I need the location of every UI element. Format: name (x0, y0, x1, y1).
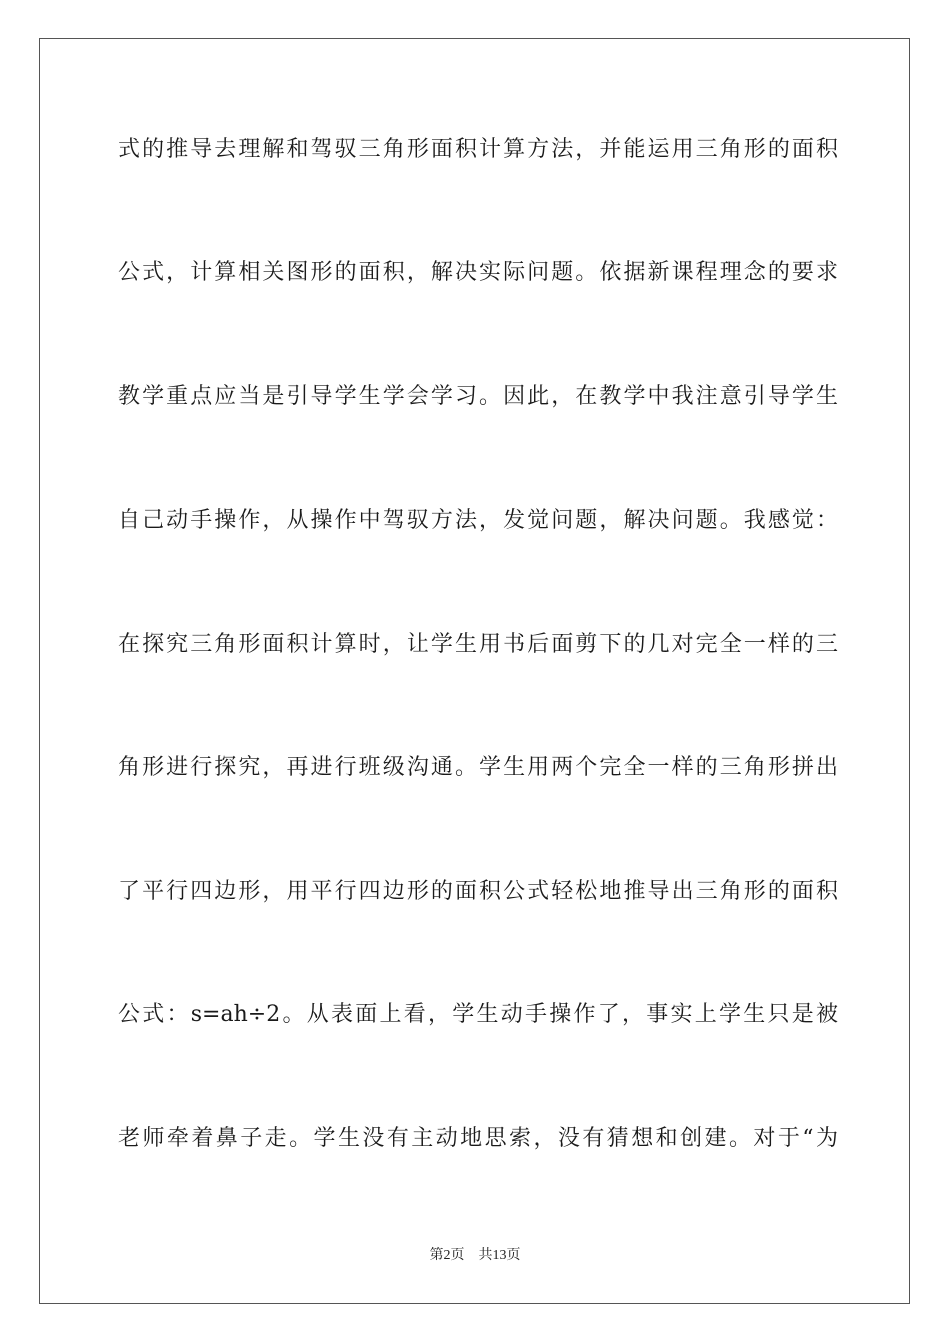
page-border (39, 38, 910, 1304)
text-line: 了平行四边形，用平行四边形的面积公式轻松地推导出三角形的面积 (118, 879, 838, 904)
text-line: 在探究三角形面积计算时，让学生用书后面剪下的几对完全一样的三 (118, 632, 838, 657)
page-total: 共13页 (478, 1248, 521, 1263)
page-footer (0, 1247, 950, 1265)
text-line: 老师牵着鼻子走。学生没有主动地思索，没有猜想和创建。对于“为 (118, 1126, 838, 1151)
text-line: 式的推导去理解和驾驭三角形面积计算方法，并能运用三角形的面积 (118, 137, 838, 162)
text-line: 公式，计算相关图形的面积，解决实际问题。依据新课程理念的要求 (118, 260, 838, 285)
text-line: 角形进行探究，再进行班级沟通。学生用两个完全一样的三角形拼出 (118, 755, 838, 780)
page-number: 第2页 (429, 1248, 465, 1263)
text-line: 自己动手操作，从操作中驾驭方法，发觉问题，解决问题。我感觉： (118, 508, 838, 533)
text-line: 公式：s=ah÷2。从表面上看，学生动手操作了，事实上学生只是被 (118, 1002, 838, 1027)
text-line: 教学重点应当是引导学生学会学习。因此，在教学中我注意引导学生 (118, 384, 838, 409)
